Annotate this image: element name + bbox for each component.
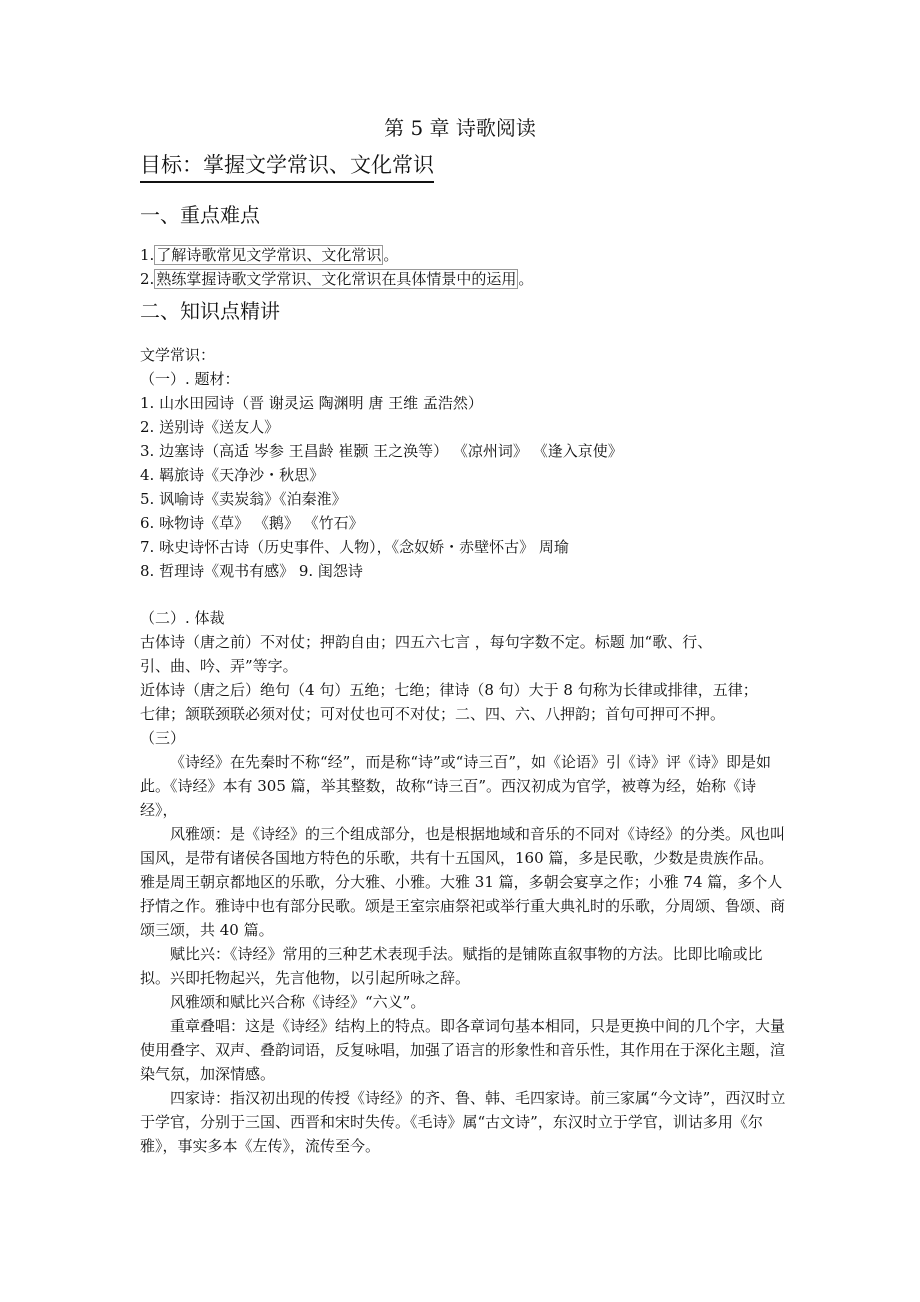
key-point-1-text: 了解诗歌常见文学常识、文化常识: [156, 246, 382, 264]
shijing-paragraph-fubixing: 赋比兴：《诗经》常用的三种艺术表现手法。赋指的是铺陈直叙事物的方法。比即比喻或比拟。兴即托物起兴，先言他物，以引起所咏之辞。: [140, 945, 763, 987]
shijing-paragraph-chongzhang: 重章叠唱：这是《诗经》结构上的特点。即各章词句基本相同，只是更换中间的几个字，大量使用叠字、双声、叠韵词语，反复咏唱，加强了语言的形象性和音乐性，其作用在于深化主题，渲染气氛，加深情感。: [140, 1017, 786, 1083]
list-item: 1. 山水田园诗（晋 谢灵运 陶渊明 唐 王维 孟浩然）: [140, 394, 483, 412]
key-point-1: 1. 了解诗歌常见文学常识、文化常识 。: [140, 246, 399, 264]
list-item: 3. 边塞诗（高适 岑参 王昌龄 崔颢 王之涣等） 《凉州词》 《逢入京使》: [140, 442, 623, 460]
section-heading-key-points: 一、重点难点: [140, 203, 260, 227]
theme-label: （一）. 题材：: [140, 370, 240, 388]
section-heading-knowledge: 二、知识点精讲: [140, 299, 280, 323]
genre-line: 七律；颔联颈联必须对仗；可对仗也可不对仗；二、四、六、八押韵；首句可押可不押。: [140, 705, 726, 723]
list-item: 8. 哲理诗《观书有感》 9. 闺怨诗: [140, 562, 363, 580]
goal-heading: 目标：掌握文学常识、文化常识: [140, 150, 434, 183]
shijing-paragraph-liuyi: 风雅颂和赋比兴合称《诗经》“六义”。: [170, 993, 426, 1011]
key-point-2-text: 熟练掌握诗歌文学常识、文化常识在具体情景中的运用: [156, 270, 517, 288]
genre-line: 近体诗（唐之后）绝句（4 句）五绝；七绝；律诗（8 句）大于 8 句称为长律或排律，五律；: [140, 681, 758, 699]
chapter-title: 第 5 章 诗歌阅读: [384, 116, 536, 140]
list-item: 5. 讽喻诗《卖炭翁》《泊秦淮》: [140, 490, 347, 508]
shijing-paragraph-intro: 《诗经》在先秦时不称“经”，而是称“诗”或“诗三百”，如《论语》引《诗》评《诗》即是如此。《诗经》本有 305 篇，举其整数，故称“诗三百”。西汉初成为官学，被尊为经，始称《诗经》，: [140, 753, 772, 819]
key-point-2: 2. 熟练掌握诗歌文学常识、文化常识在具体情景中的运用 。: [140, 270, 534, 288]
part3-label: （三）: [140, 729, 186, 747]
list-item: 4. 羁旅诗《天净沙・秋思》: [140, 466, 325, 484]
lit-label: 文学常识：: [140, 346, 216, 364]
list-item: 6. 咏物诗《草》 《鹅》 《竹石》: [140, 514, 364, 532]
shijing-paragraph-fengyasong: 风雅颂：是《诗经》的三个组成部分，也是根据地域和音乐的不同对《诗经》的分类。风也叫国风，是带有诸侯各国地方特色的乐歌，共有十五国风，160 篇，多是民歌，少数是贵族作品。雅是周王朝京都地区的乐歌，分大雅、小雅。大雅 31 篇，多朝会宴享之作；小雅 74 篇，多个人抒情之作。雅诗中也有部分民歌。颂是王室宗庙祭祀或举行重大典礼时的乐歌，分周颂、鲁颂、商颂三颂，共 40 篇。: [140, 825, 786, 939]
shijing-paragraph-sijiashi: 四家诗：指汉初出现的传授《诗经》的齐、鲁、韩、毛四家诗。前三家属“今文诗”，西汉时立于学官，分别于三国、西晋和宋时失传。《毛诗》属“古文诗”，东汉时立于学官，训诂多用《尔雅》，事实多本《左传》，流传至今。: [140, 1089, 786, 1155]
genre-line: 古体诗（唐之前）不对仗；押韵自由；四五六七言 ，每句字数不定。标题 加“歌、行、: [140, 633, 713, 651]
genre-label: （二）. 体裁: [140, 609, 225, 627]
genre-line: 引、曲、吟、弄”等字。: [140, 657, 298, 675]
list-item: 7. 咏史诗怀古诗（历史事件、人物），《念奴娇・赤壁怀古》 周瑜: [140, 538, 569, 556]
list-item: 2. 送别诗《送友人》: [140, 418, 280, 436]
